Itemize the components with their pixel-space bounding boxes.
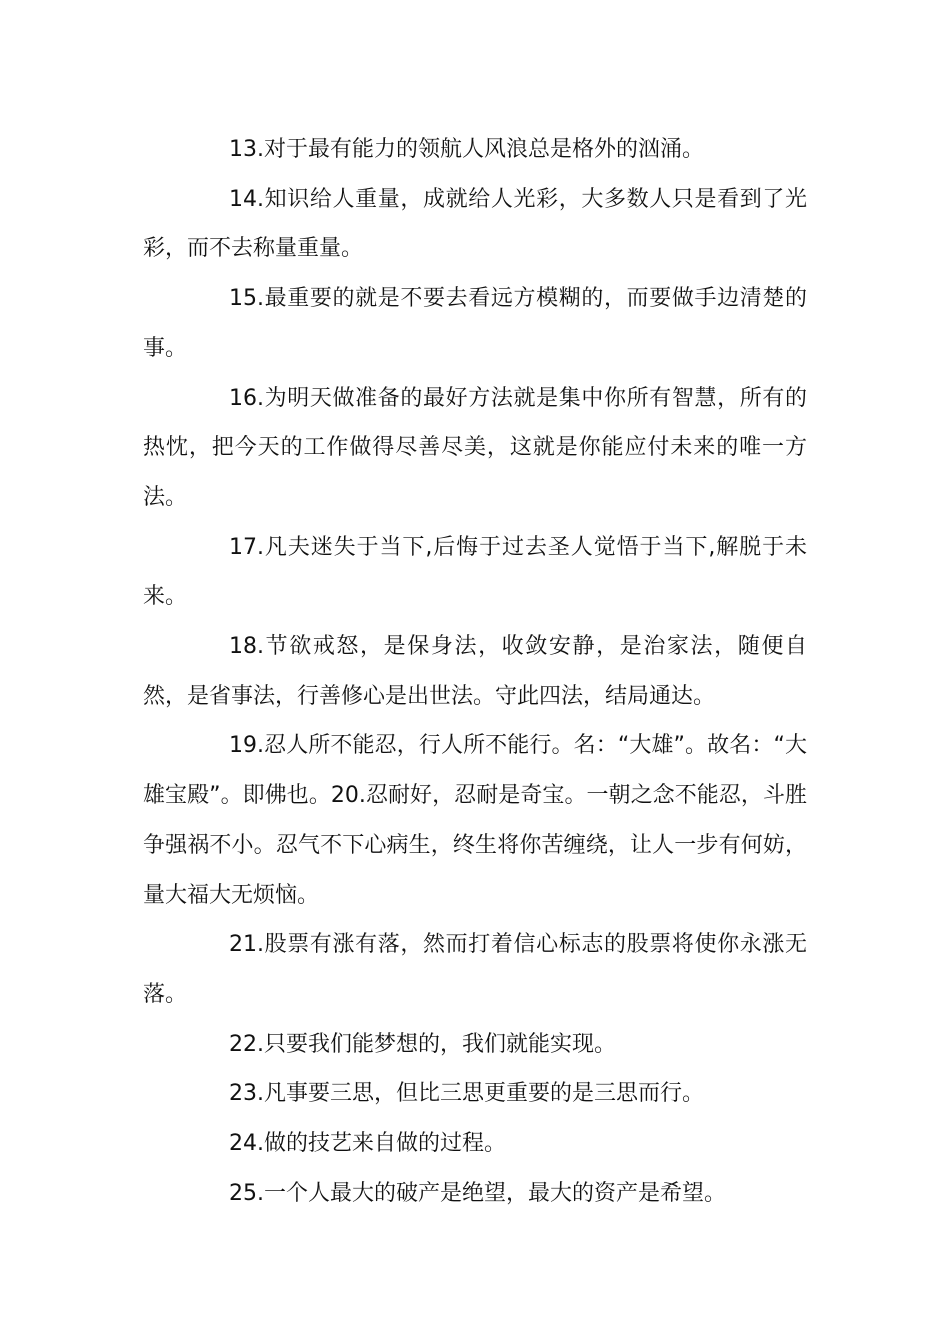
document-body <box>143 125 807 1218</box>
paragraph-22: 22.只要我们能梦想的，我们就能实现。 <box>229 1031 616 1057</box>
paragraph-13: 13.对于最有能力的领航人风浪总是格外的汹涌。 <box>229 137 704 162</box>
paragraph-23: 23.凡事要三思，但比三思更重要的是三思而行。 <box>229 1081 704 1107</box>
paragraph-24: 24.做的技艺来自做的过程。 <box>229 1131 506 1157</box>
paragraph-16: 16.为明天做准备的最好方法就是集中你所有智慧，所有的热忱，把今天的工作做得尽善尽美，这就是你能应付未来的唯一方法。 <box>143 385 807 510</box>
paragraph-19-20: 19.忍人所不能忍，行人所不能行。名：“大雄”。故名：“大雄宝殿”。即佛也。20.忍耐好，忍耐是奇宝。一朝之念不能忍，斗胜争强祸不小。忍气不下心病生，终生将你苦缠绕，让人一步有何妨，量大福大无烦恼。 <box>143 733 807 908</box>
paragraph-18: 18.节欲戒怒，是保身法，收敛安静，是治家法，随便自然，是省事法，行善修心是出世法。守此四法，结局通达。 <box>143 634 807 709</box>
paragraph-21: 21.股票有涨有落，然而打着信心标志的股票将使你永涨无落。 <box>143 932 807 1007</box>
paragraph-25: 25.一个人最大的破产是绝望，最大的资产是希望。 <box>229 1180 726 1206</box>
paragraph-17: 17.凡夫迷失于当下,后悔于过去圣人觉悟于当下,解脱于未来。 <box>143 534 807 610</box>
paragraph-15: 15.最重要的就是不要去看远方模糊的，而要做手边清楚的事。 <box>143 286 807 361</box>
paragraph-14: 14.知识给人重量，成就给人光彩，大多数人只是看到了光彩，而不去称量重量。 <box>143 186 807 262</box>
